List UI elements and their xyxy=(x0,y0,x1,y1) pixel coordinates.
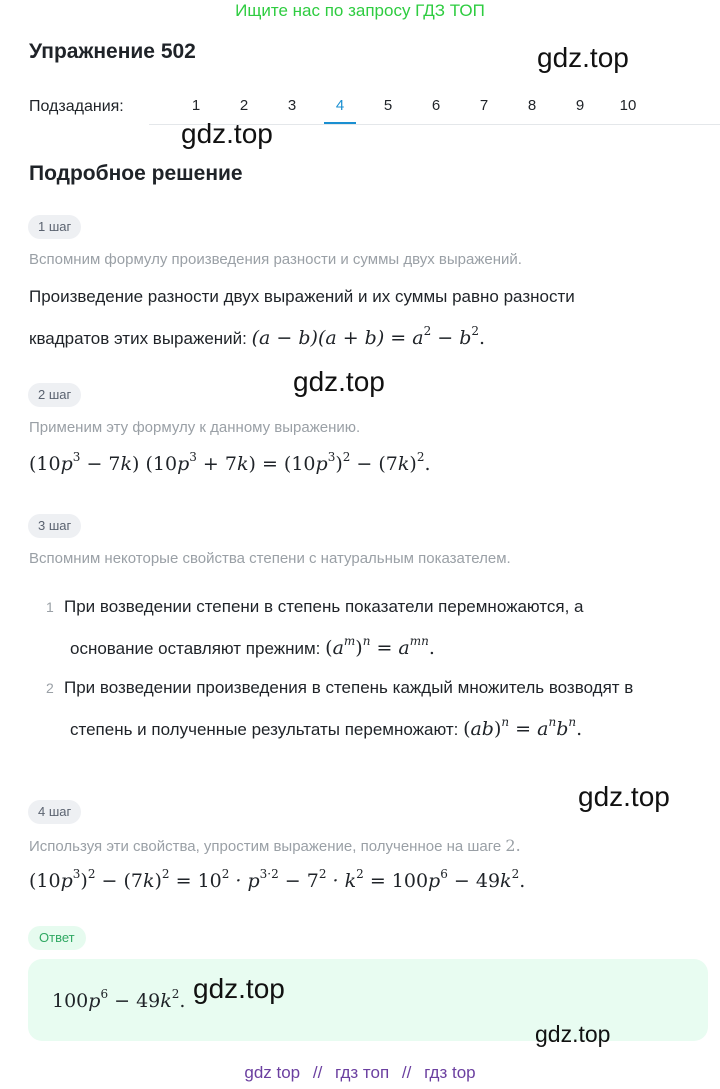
subtask-tab-4[interactable]: 4 xyxy=(316,96,364,126)
subtask-tab-7[interactable]: 7 xyxy=(479,97,489,114)
footer-link[interactable]: gdz top xyxy=(244,1063,301,1082)
subtask-tab-3[interactable]: 3 xyxy=(287,97,297,114)
step-hint: Вспомним некоторые свойства степени с натуральным показателем. xyxy=(29,550,511,567)
subtask-tab-1[interactable]: 1 xyxy=(191,97,201,114)
list-item-text: При возведении степени в степень показатели перемножаются, а xyxy=(64,597,584,616)
step-text-line2 xyxy=(29,316,485,354)
subtask-tab-8[interactable]: 8 xyxy=(527,97,537,114)
list-item-number: 1 xyxy=(46,599,54,615)
formula: $(a - b)(a + b) = a^2 - b^2$. xyxy=(251,324,486,349)
list-item-text: основание оставляют прежним: xyxy=(70,639,321,658)
subtask-tab-5[interactable]: 5 xyxy=(383,97,393,114)
subtask-tab-9[interactable]: 9 xyxy=(575,97,585,114)
footer-links xyxy=(0,1063,720,1083)
footer-separator: // xyxy=(312,1063,323,1082)
watermark: gdz.top xyxy=(578,781,670,812)
subtask-tab-6[interactable]: 6 xyxy=(431,97,441,114)
top-banner: Ищите нас по запросу ГДЗ ТОП xyxy=(235,1,485,20)
footer-link[interactable]: гдз топ xyxy=(335,1063,390,1082)
subtasks-nav xyxy=(29,96,709,128)
watermark: gdz.top xyxy=(535,1021,611,1047)
formula: $(10p^3 - 7k) (10p^3 + 7k) = (10p^3)^2 - (7k)^2$. xyxy=(29,450,431,475)
step-reference: 2. xyxy=(505,836,521,855)
formula: $(10p^3)^2 - (7k)^2 = 10^2 \cdot p^{3\cdot 2} - 7^2 \cdot k^2 = 100p^6 - 49k^2$. xyxy=(29,867,526,892)
list-item-number: 2 xyxy=(46,680,54,696)
step-badge: 4 шаг xyxy=(28,800,81,824)
watermark: gdz.top xyxy=(293,366,385,397)
answer-badge: Ответ xyxy=(28,926,86,950)
step-text: Произведение разности двух выражений и их суммы равно разности xyxy=(29,287,575,306)
watermark: gdz.top xyxy=(537,42,629,73)
formula: $(a^m)^n = a^{mn}$. xyxy=(325,634,435,659)
step-badge: 3 шаг xyxy=(28,514,81,538)
footer-link[interactable]: гдз top xyxy=(424,1063,476,1082)
subtask-tab-10[interactable]: 10 xyxy=(619,97,637,114)
step-hint-line xyxy=(29,836,521,855)
step-badge: 1 шаг xyxy=(28,215,81,239)
list-item-text: степень и полученные результаты перемножают: xyxy=(70,720,459,739)
step-hint: Вспомним формулу произведения разности и суммы двух выражений. xyxy=(29,251,522,268)
exercise-title: Упражнение 502 xyxy=(29,40,196,63)
watermark: gdz.top xyxy=(181,118,273,149)
answer-formula: $100p^6 - 49k^2$. xyxy=(52,987,186,1012)
footer-separator: // xyxy=(401,1063,412,1082)
step-hint: Используя эти свойства, упростим выражение, полученное на шаге xyxy=(29,838,502,855)
step-hint: Применим эту формулу к данному выражению. xyxy=(29,419,361,436)
watermark: gdz.top xyxy=(193,973,285,1004)
subtask-tab-2[interactable]: 2 xyxy=(239,97,249,114)
formula: $(ab)^n = a^nb^n$. xyxy=(463,715,583,740)
subtasks-label: Подзадания: xyxy=(29,98,124,115)
step-text: квадратов этих выражений: xyxy=(29,329,247,348)
list-item-text: При возведении произведения в степень каждый множитель возводят в xyxy=(64,678,634,697)
step-badge: 2 шаг xyxy=(28,383,81,407)
section-title: Подробное решение xyxy=(29,162,243,185)
